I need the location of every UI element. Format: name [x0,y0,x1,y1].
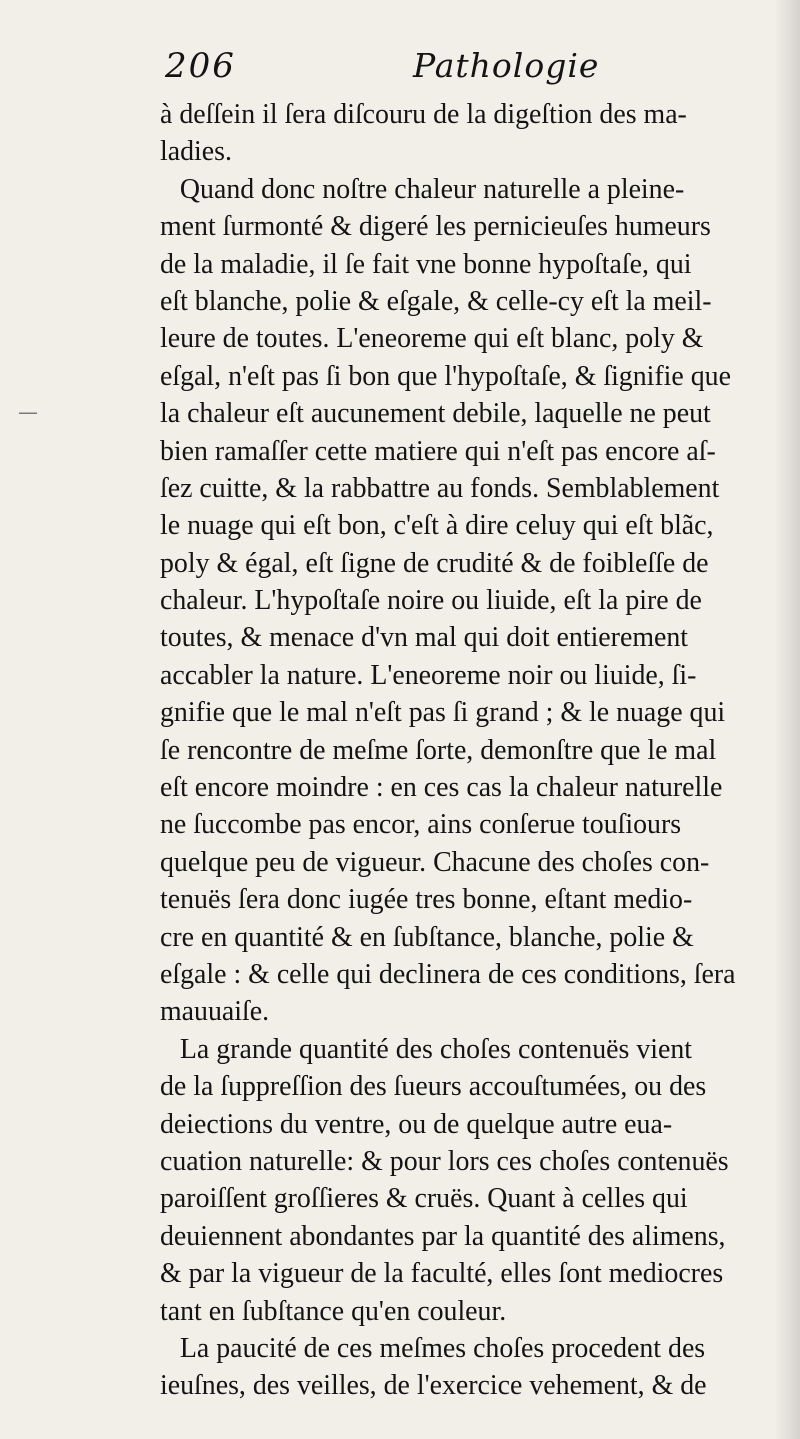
text-line: poly & égal, eſt ſigne de crudité & de foibleſſe de [160,547,709,579]
text-line: ſe rencontre de meſme ſorte, demonſtre que le mal [160,734,717,766]
text-line: cuation naturelle: & pour lors ces choſes contenuës [160,1145,729,1177]
text-line: le nuage qui eſt bon, c'eſt à dire celuy qui eſt blãc, [160,510,714,542]
text-line: cre en quantité & en ſubſtance, blanche, polie & [160,921,694,953]
text-line: bien ramaſſer cette matiere qui n'eſt pas encore aſ- [160,435,716,467]
text-line: ne ſuccombe pas encor, ains conſerue touſiours [160,809,682,841]
text-line: eſt encore moindre : en ces cas la chaleur naturelle [160,772,723,804]
text-line: à deſſein il ſera diſcouru de la digeſtion des ma- [160,99,687,130]
binding-shadow [774,0,800,1439]
text-line: la chaleur eſt aucunement debile, laquelle ne peut [160,398,711,430]
text-line: deuiennent abondantes par la quantité des alimens, [160,1220,726,1252]
text-line: ment ſurmonté & digeré les pernicieuſes humeurs [160,211,711,243]
text-line: eſgale : & celle qui declinera de ces conditions, ſera [160,958,736,990]
text-line: de la ſuppreſſion des ſueurs accouſtumées, ou des [160,1071,707,1103]
text-line: accabler la nature. L'eneoreme noir ou liuide, ſi- [160,659,697,691]
text-line: mauuaiſe. [160,996,270,1028]
page-number: 206 [165,46,236,86]
text-line: eſt blanche, polie & eſgale, & celle-cy eſt la meil- [160,285,712,317]
paragraph-start-line: La paucité de ces meſmes choſes procedent des [179,1332,706,1364]
text-line: chaleur. L'hypoſtaſe noire ou liuide, eſt la pire de [160,585,702,617]
text-line: & par la vigueur de la faculté, elles ſont mediocres [160,1258,724,1290]
text-line: eſgal, n'eſt pas ſi bon que l'hypoſtaſe, & ſignifie que [160,360,731,392]
text-line: de la maladie, il ſe fait vne bonne hypoſtaſe, qui [160,248,692,280]
text-line: ieuſnes, des veilles, de l'exercice vehement, & de [160,1370,707,1402]
text-line: deiections du ventre, ou de quelque autre eua- [160,1108,673,1140]
paragraph-start-line: Quand donc noſtre chaleur naturelle a pleine- [179,173,685,205]
text-line: ladies. [160,136,232,168]
text-line: tant en ſubſtance qu'en couleur. [160,1295,507,1327]
text-line: paroiſſent groſſieres & cruës. Quant à celles qui [160,1183,688,1215]
margin-dash-mark: — [18,400,38,424]
text-line: ſez cuitte, & la rabbattre au fonds. Semblablement [160,472,720,504]
text-line: toutes, & menace d'vn mal qui doit entierement [160,622,689,654]
text-line: gnifie que le mal n'eſt pas ſi grand ; & le nuage qui [160,697,726,729]
text-line: quelque peu de vigueur. Chacune des choſes con- [160,846,710,878]
running-title: Pathologie [413,46,600,85]
text-line: leure de toutes. L'eneoreme qui eſt blanc, poly & [160,323,704,355]
text-line: tenuës ſera donc iugée tres bonne, eſtant medio- [160,884,693,916]
paragraph-start-line: La grande quantité des choſes contenuës vient [179,1033,693,1065]
page-header [165,46,765,96]
body-text [160,96,775,1405]
